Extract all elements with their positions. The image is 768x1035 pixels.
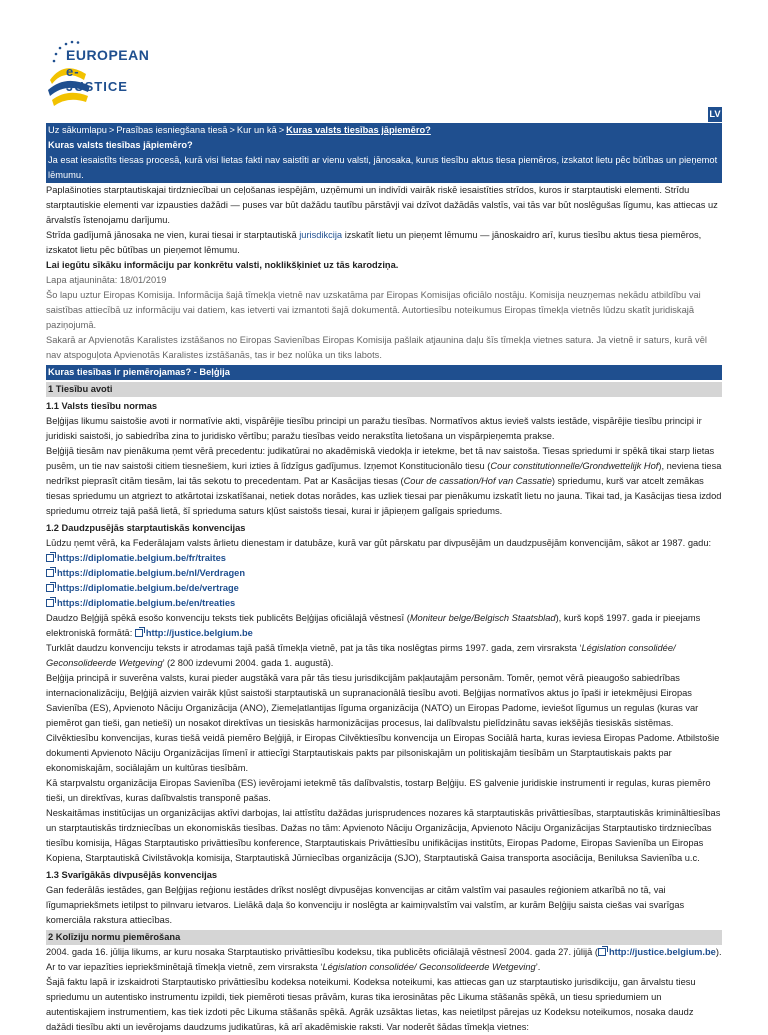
conventions-paragraph-7: Neskaitāmas institūcijas un organizācijas aktīvi darbojas, lai attīstītu dažādas jurisprudences nozares kā starptautiskās privāttiesības, starptautiskās krimināltiesības un starptautiskās tirdzniecības un ekonomiskās tiesības. Dažas no tām: Apvienoto Nāciju Organizācija, Apvienoto Nāciju Organizācijas Starptautisko tirdzniecības tiesību komisija, Hāgas Starptautisko privāttiesību konference, Starptautiskais Privāttiesību unifikācijas institūts, Eiropas Padome, Eiropas Savienība un Eiropas Kopiena, Starptautiskā Civilstāvokļa komisija, Starptautiskā Jūrniecības organizācija (SJO), Starptautiskā Gaisa transporta asociācija, Beniluksa Savienība u.c. bbox=[46, 808, 721, 863]
breadcrumb-court-claims[interactable]: Prasības iesniegšana tiesā bbox=[116, 125, 228, 135]
treaties-link-row bbox=[46, 566, 722, 581]
body-paragraph-1: Paplašinoties starptautiskajai tirdzniecībai un ceļošanas iespējām, uzņēmumi un indivīdi vairāk riskē iesaistīties strīdos, kuros ir starptautiski elementi. Strīdu starptautiskie elementi var izpausties dažādi — puses var būt dažādu tautību pārstāvji vai dzīvot dažādās valstīs, vai tās var būt noslēgušas līgumu, kas attiecas uz ārvalstīs īstenojamu darījumu. bbox=[46, 185, 718, 225]
logo-text-european: EUROPEAN bbox=[66, 47, 150, 63]
body-text: ’. bbox=[535, 962, 541, 972]
national-rules-paragraph-2 bbox=[46, 444, 722, 519]
national-rules-paragraph-1: Beļģijas likumu saistošie avoti ir normatīvie akti, vispārējie tiesību principi un paražu tiesības. Normatīvos aktus ievieš valsts iestāde, vispārējie tiesību principi ir juridiski saistoši, jo sabiedrība zina to juridisko vērtību; paražu tiesības veido nerakstīta lietošana un vispārpieņemta prakse. bbox=[46, 416, 702, 441]
breadcrumb-home[interactable]: Uz sākumlapu bbox=[48, 125, 107, 135]
treaties-link-en[interactable]: https://diplomatie.belgium.be/en/treaties bbox=[57, 598, 236, 608]
external-link-icon bbox=[46, 584, 54, 592]
jurisdiction-link[interactable]: jurisdikcija bbox=[299, 230, 343, 240]
page-updated: Lapa atjaunināta: 18/01/2019 bbox=[46, 275, 167, 285]
body-text: ’ (2 800 izdevumi 2004. gada 1. augustā). bbox=[162, 658, 334, 668]
breadcrumb-separator: > bbox=[278, 125, 285, 135]
heading-conflict-rules: 2 Kolīziju normu piemērošana bbox=[46, 930, 722, 945]
breadcrumb-current[interactable]: Kuras valsts tiesības jāpiemēro? bbox=[286, 125, 431, 135]
treaties-link-fr[interactable]: https://diplomatie.belgium.be/fr/traites bbox=[57, 553, 226, 563]
treaties-link-row bbox=[46, 581, 722, 596]
body-text: ) spriedumu, kurš var atcelt zemākas tiesas spriedumu un atgriezt to atkārtotai izskatīšanai, netiek dotas norādes, kas uzliek tiesai par pienākumu izskatīt lietu no jauna. Tikai tad, ja Kasācijas tiesa izdod spriedumu otrreiz tajā pašā lietā, šī sprieduma saturs kļūst saistošs tiesai, kurai ir jāpieņem galīgais spriedums. bbox=[46, 476, 722, 516]
heading-multilateral-conventions: 1.2 Daudzpusējās starptautiskās konvencijas bbox=[46, 523, 246, 533]
body-text: Turklāt daudzu konvenciju teksts ir atrodamas tajā pašā tīmekļa vietnē, pat ja tās tika noslēgtas pirms 1997. gada, zem virsraksta ‘ bbox=[46, 643, 582, 653]
treaties-link-row bbox=[46, 596, 722, 611]
external-link-icon bbox=[598, 948, 606, 956]
consolidated-legislation-title: Législation consolidée/ Geconsolideerde Wetgeving bbox=[322, 962, 536, 972]
flag-instruction: Lai iegūtu sīkāku informāciju par konkrētu valsti, noklikšķiniet uz tās karodziņa. bbox=[46, 260, 399, 270]
body-text: Beļģijā tiesām nav pienākuma ņemt vērā precedentu: judikatūrai no akadēmiskā viedokļa ir ietekme, bet tā nav saistoša. Tiesas spriedumi ir spēkā tikai starp lietas pusēm, un tie nav saistoši citiem tiesnešiem, kuri izties ā līdzīgus gadījumus. Izņemot Konstitucionālo tiesu ( bbox=[46, 446, 715, 471]
body-paragraph-2 bbox=[46, 228, 722, 258]
justice-belgium-link-2[interactable]: http://justice.belgium.be bbox=[608, 947, 716, 957]
treaties-link-nl[interactable]: https://diplomatie.belgium.be/nl/Verdragen bbox=[57, 568, 246, 578]
heading-bilateral-conventions: 1.3 Svarīgākās divpusējās konvencijas bbox=[46, 870, 218, 880]
conventions-paragraph-1: Lūdzu ņemt vērā, ka Federālajam valsts ārlietu dienestam ir datubāze, kurā var gūt pārskatu par divpusējām un daudzpusējām konvencijām, sākot ar 1987. gadu: bbox=[46, 538, 712, 548]
heading-national-rules: 1.1 Valsts tiesību normas bbox=[46, 401, 158, 411]
cassation-court-name: Cour de cassation/Hof van Cassatie bbox=[403, 476, 552, 486]
logo-text-justice bbox=[66, 64, 128, 94]
disclaimer-brexit: Sakarā ar Apvienotās Karalistes izstāšanos no Eiropas Savienības Eiropas Komisija pašlaik atjaunina daļu šīs tīmekļa vietnes satura. Ja vietnē ir saturs, kurā vēl nav atspoguļota Apvienotās Karalistes izstāšanās, tas ir bez nolūka un tiks labots. bbox=[46, 335, 707, 360]
body-text: ), neviena tiesa nedrīkst pieprasīt citām tiesām, lai tās sekotu to precedentam. Pat ar Kasācijas tiesas ( bbox=[46, 461, 722, 486]
breadcrumb-where-how[interactable]: Kur un kā bbox=[236, 125, 277, 135]
external-link-icon bbox=[46, 554, 54, 562]
conventions-paragraph-6: Kā starpvalstu organizācija Eiropas Savienība (ES) ievērojami ietekmē tās dalībvalstis, tostarp Beļģiju. ES galvenie juridiskie instrumenti ir regulas, kuras piemēro tieši, un direktīvas, kuras dalībvalstis transponē pašas. bbox=[46, 778, 711, 803]
body-text: ). Ar to var iepazīties iepriekšminētajā tīmekļa vietnē, zem virsraksta ‘ bbox=[46, 947, 722, 972]
conflict-rules-paragraph-2: Šajā faktu lapā ir izskaidroti Starptautisko privāttiesību kodeksa noteikumi. Kodeksa noteikumi, kas attiecas gan uz starptautisko jurisdikciju, gan ārvalstu tiesu spriedumu un autentisko instrumentu izpildi, tiek piemēroti tiesas prāvām, kuras tika ierosinātas pēc Likuma stāšanās spēkā, un tiesu spriedumiem un autentiskajiem instrumentiem, kas tiek izdoti pēc Likuma stāšanās spēkā. Agrāk uzsāktas lietas, kas neietilpst pārejas uz Kodeksu noteikumos, nosaka daudz dažādi tiesību akti un ievērojams daudzums judikatūras, kā arī akadēmiskie raksti. Var noderēt šādas tīmekļa vietnes: bbox=[46, 977, 696, 1032]
content bbox=[46, 107, 722, 1035]
justice-belgium-link[interactable]: http://justice.belgium.be bbox=[145, 628, 253, 638]
constitutional-court-name: Cour constitutionnelle/Grondwettelijk Hof bbox=[490, 461, 659, 471]
breadcrumb bbox=[46, 123, 722, 138]
body-text: ), kurš kopš 1997. gada ir pieejams elektroniskā formātā: bbox=[46, 613, 701, 638]
body-text: izskatīt lietu un pieņemt lēmumu — jānoskaidro arī, kurus tiesību aktus tiesa piemēros, izskatot lietu pēc būtības un pieņemot lēmumu. bbox=[46, 230, 702, 255]
consolidated-legislation-title: Législation consolidée/ Geconsolideerde Wetgeving bbox=[46, 643, 676, 668]
external-link-icon bbox=[46, 599, 54, 607]
body-text: 2004. gada 16. jūlija likums, ar kuru nosaka Starptautisko privāttiesību kodeksu, tika publicēts oficiālajā vēstnesī 2004. gada 27. jūlijā ( bbox=[46, 947, 598, 957]
conventions-paragraph-3 bbox=[46, 641, 722, 671]
external-link-icon bbox=[135, 629, 143, 637]
external-link-icon bbox=[46, 569, 54, 577]
conflict-rules-paragraph-1 bbox=[46, 945, 722, 975]
conventions-paragraph-5: Cilvēktiesību konvencijas, kuras tiešā veidā piemēro Beļģijā, ir Eiropas Cilvēktiesību konvencija un Eiropas Sociālā harta, kuras ieviesa Eiropas Padome. Atbilstošie dokumenti Apvienoto Nāciju Organizācijas līmenī ir attiecīgi Starptautiskais pakts par pilsoniskajām un politiskajām tiesībām un Starptautiskais pakts par ekonomiskajām, sociālajām un kultūras tiesībām. bbox=[46, 733, 720, 773]
heading-sources-of-law: 1 Tiesību avoti bbox=[46, 382, 722, 397]
disclaimer-commission: Šo lapu uztur Eiropas Komisija. Informācija šajā tīmekļa vietnē nav uzskatāma par Eiropas Komisijas oficiālo nostāju. Komisija neuzņemas nekādu atbildību vai saistības attiecībā uz informāciju vai datiem, kas ietverti vai izmantoti šajā dokumentā. Autortiesību noteikumus Eiropas tīmekļa vietnēs lūdzu skatīt juridiskajā paziņojumā. bbox=[46, 290, 701, 330]
body-text: Daudzo Beļģijā spēkā esošo konvenciju teksts tiek publicēts Beļģijas oficiālajā vēstnesī ( bbox=[46, 613, 410, 623]
language-selector[interactable]: LV bbox=[708, 107, 722, 122]
treaties-link-row bbox=[46, 551, 722, 566]
bilateral-paragraph: Gan federālās iestādes, gan Beļģijas reģionu iestādes drīkst noslēgt divpusējas konvencijas ar citām valstīm vai pasaules reģioniem atkarībā no tā, vai līgumapriekšmets ietilpst to pilnvaru ietvaros. Lielākā daļa šo konvenciju ir noslēgta ar kaimiņvalstīm vai valstīm, ar kurām Beļģiju saista ciešas vai svarīgas komerciāla rakstura attiecības. bbox=[46, 885, 685, 925]
breadcrumb-separator: > bbox=[229, 125, 235, 135]
conventions-paragraph-2 bbox=[46, 611, 722, 641]
section-title-belgium: Kuras tiesības ir piemērojamas? - Beļģija bbox=[46, 365, 722, 380]
breadcrumb-separator: > bbox=[108, 125, 115, 135]
european-e-justice-logo[interactable] bbox=[44, 40, 150, 108]
gazette-name: Moniteur belge/Belgisch Staatsblad bbox=[409, 613, 556, 623]
logo-e-prefix: e bbox=[66, 64, 75, 79]
body-text: Strīda gadījumā jānosaka ne vien, kurai tiesai ir starptautiskā bbox=[46, 230, 300, 240]
intro-box bbox=[46, 138, 722, 183]
treaties-link-de[interactable]: https://diplomatie.belgium.be/de/vertrage bbox=[57, 583, 239, 593]
logo-justice-suffix: -JUSTICE bbox=[66, 64, 128, 94]
intro-text: Ja esat iesaistīts tiesas procesā, kurā visi lietas fakti nav saistīti ar vienu valsti, jānosaka, kurus tiesību aktus tiesa piemēros, izskatot lietu pēc būtības un pieņemot lēmumu. bbox=[48, 155, 718, 180]
conventions-paragraph-4: Beļģija principā ir suverēna valsts, kurai pieder augstākā vara pār tās tiesu jurisdikcijām pakļautajām personām. Tomēr, ņemot vērā pieaugošo sabiedrības internacionalizāciju, Beļģijā aizvien vairāk kļūst saistoši starptautiskā un supranacionālā tiesību avoti. Beļģijas normatīvos aktus jo īpaši ir ietekmējusi Eiropas Savienība (ES), Apvienoto Nāciju Organizācija (ANO), Ziemeļatlantijas līguma organizācija (NATO) un Eiropas Padome, ieviešot līgumus un regulas (kuras var piemērot gan tieši, gan netieši) un nosakot direktīvas un tiesiskās harmonizācijas procesus, lai dalībvalstu pielīdzinātu savas iekšējās tiesiskās sistēmas. bbox=[46, 673, 699, 728]
intro-question: Kuras valsts tiesības jāpiemēro? bbox=[48, 140, 193, 150]
